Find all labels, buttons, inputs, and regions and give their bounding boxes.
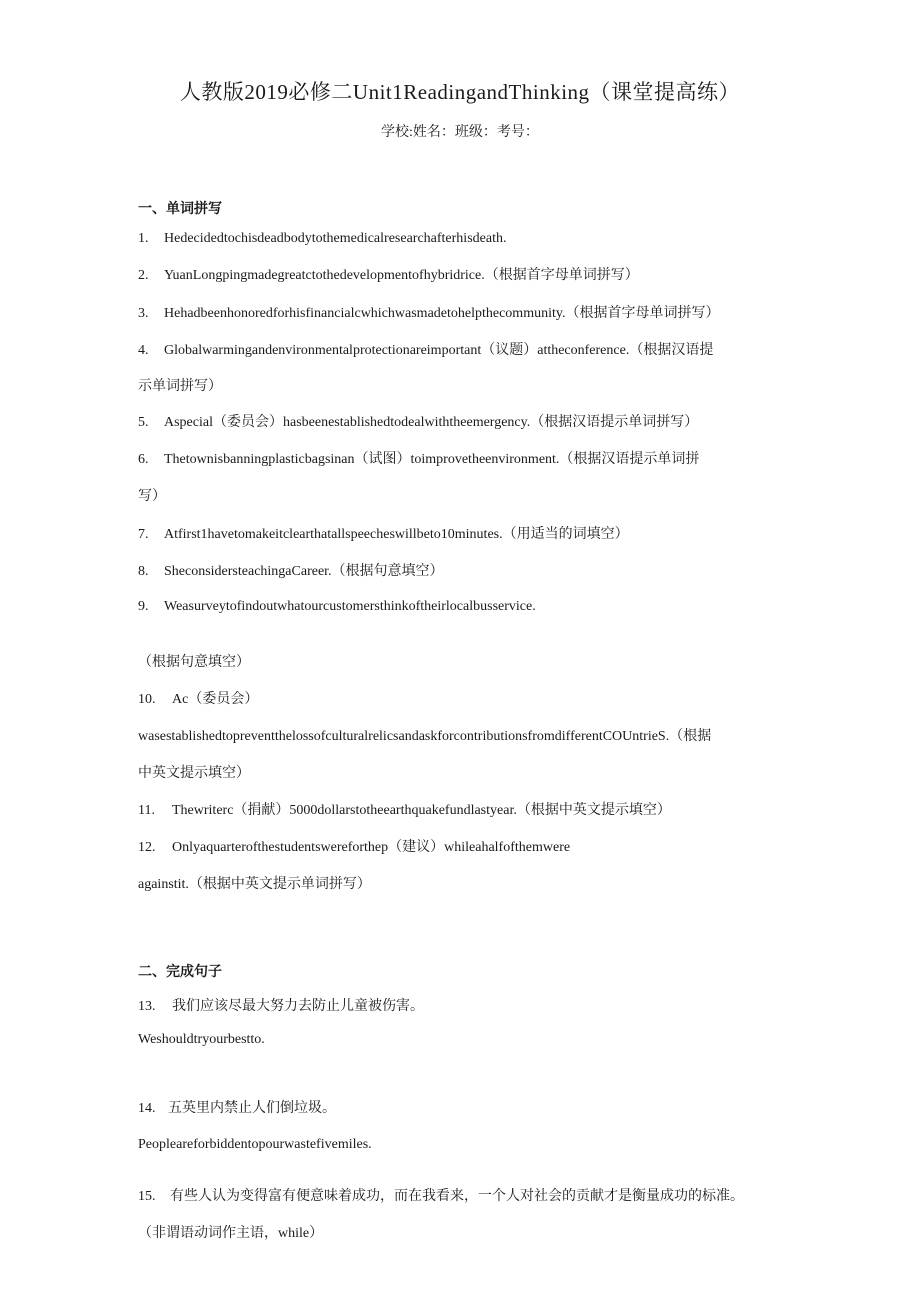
question-text: Thetownisbanningplasticbagsinan（试图）toimprovetheenvironment.（根据汉语提示单词拼 xyxy=(164,452,700,467)
question-number: 6. xyxy=(138,452,149,467)
student-info-line: 学校:姓名：班级：考号： xyxy=(381,125,539,140)
question-text: SheconsidersteachingaCareer.（根据句意填空） xyxy=(164,564,444,579)
question-text: Hedecidedtochisdeadbodytothemedicalresearchafterhisdeath. xyxy=(164,231,507,246)
question-text: Globalwarmingandenvironmentalprotectionareimportant（议题）attheconference.（根据汉语提 xyxy=(164,343,714,358)
question-15 xyxy=(138,1185,744,1205)
question-number: 9. xyxy=(138,599,149,614)
question-number: 12. xyxy=(138,840,156,855)
question-9-continued: （根据句意填空） xyxy=(138,655,250,670)
question-10-continued-2: 中英文提示填空） xyxy=(138,766,250,781)
question-1 xyxy=(138,231,506,247)
question-10-continued: wasestablishedtopreventthelossofculturalrelicsandaskforcontributionsfromdifferentCOUntrieS.（根据 xyxy=(138,729,712,744)
question-6-continued: 写） xyxy=(138,489,166,504)
question-text: YuanLongpingmadegreatctothedevelopmentofhybridrice.（根据首字母单词拼写） xyxy=(164,268,639,283)
question-text: 五英里内禁止人们倒垃圾。 xyxy=(168,1101,336,1116)
question-9 xyxy=(138,599,536,615)
question-2 xyxy=(138,264,639,284)
question-text: Hehadbeenhonoredforhisfinancialcwhichwasmadetohelpthecommunity.（根据首字母单词拼写） xyxy=(164,306,720,321)
question-number: 5. xyxy=(138,415,149,430)
document-title: 人教版2019必修二Unit1ReadingandThinking（课堂提高练） xyxy=(179,80,741,104)
question-number: 10. xyxy=(138,692,156,707)
question-number: 14. xyxy=(138,1101,156,1116)
question-14-answer-line: Peopleareforbiddentopourwastefivemiles. xyxy=(138,1137,372,1152)
question-number: 7. xyxy=(138,527,149,542)
question-13 xyxy=(138,995,424,1015)
question-number: 11. xyxy=(138,803,155,818)
question-text: Atfirst1havetomakeitclearthatallspeecheswillbeto10minutes.（用适当的词填空） xyxy=(164,527,629,542)
question-12-continued: againstit.（根据中英文提示单词拼写） xyxy=(138,877,371,892)
question-number: 4. xyxy=(138,343,149,358)
question-number: 3. xyxy=(138,306,149,321)
question-7 xyxy=(138,523,629,543)
question-10 xyxy=(138,688,258,708)
question-5 xyxy=(138,411,698,431)
question-4 xyxy=(138,339,713,359)
section-heading-spelling: 一、单词拼写 xyxy=(138,201,222,217)
question-text: Aspecial（委员会）hasbeenestablishedtodealwiththeemergency.（根据汉语提示单词拼写） xyxy=(164,415,699,430)
question-number: 8. xyxy=(138,564,149,579)
question-text: Weasurveytofindoutwhatourcustomersthinkoftheirlocalbusservice. xyxy=(164,599,536,614)
question-4-continued: 示单词拼写） xyxy=(138,379,222,394)
question-13-answer-line: Weshouldtryourbestto. xyxy=(138,1032,265,1047)
question-text: Ac（委员会） xyxy=(172,692,259,707)
question-15-hint: （非谓语动词作主语，while） xyxy=(138,1226,324,1241)
question-text: Onlyaquarterofthestudentswereforthep（建议）whileahalfofthemwere xyxy=(172,840,571,855)
question-number: 13. xyxy=(138,999,156,1014)
question-6 xyxy=(138,448,699,468)
question-number: 1. xyxy=(138,231,149,246)
question-11 xyxy=(138,799,671,819)
question-14 xyxy=(138,1097,336,1117)
question-number: 2. xyxy=(138,268,149,283)
question-text: 有些人认为变得富有便意味着成功，而在我看来，一个人对社会的贡献才是衡量成功的标准。 xyxy=(170,1189,744,1204)
question-text: 我们应该尽最大努力去防止儿童被伤害。 xyxy=(172,999,424,1014)
question-number: 15. xyxy=(138,1189,156,1204)
question-3 xyxy=(138,302,719,322)
section-heading-sentences: 二、完成句子 xyxy=(138,964,222,980)
question-12 xyxy=(138,836,570,856)
question-8 xyxy=(138,560,444,580)
question-text: Thewriterc（捐献）5000dollarstotheearthquakefundlastyear.（根据中英文提示填空） xyxy=(172,803,671,818)
